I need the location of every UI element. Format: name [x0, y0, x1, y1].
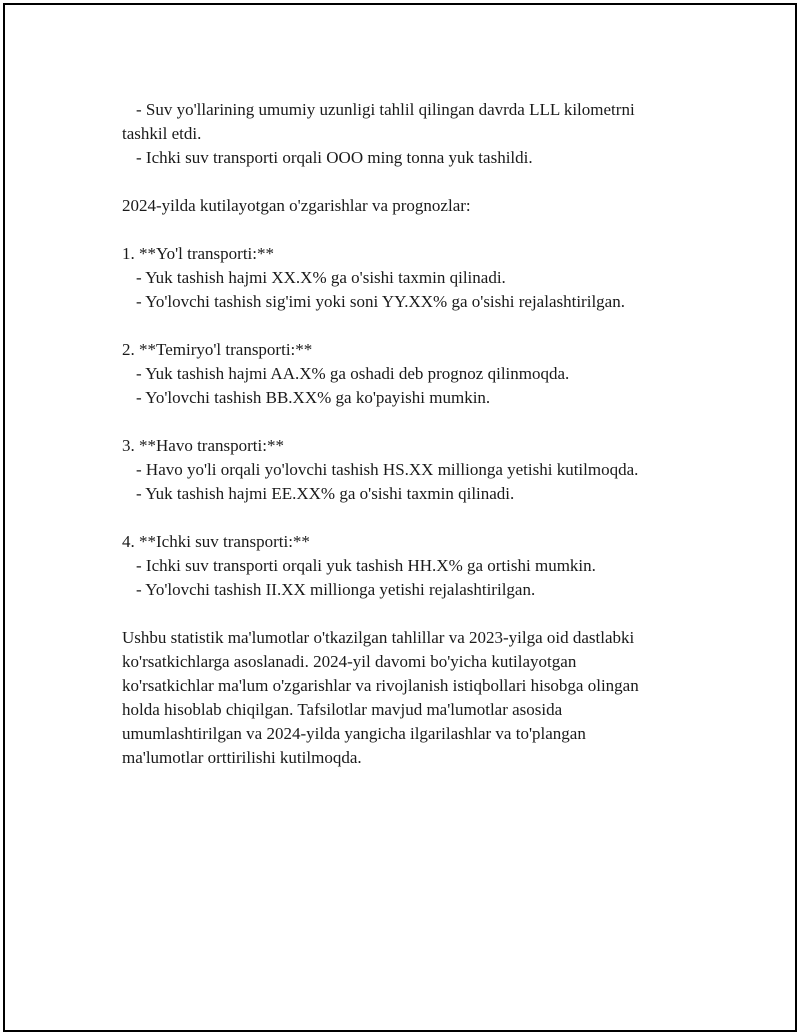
conclusion-line: ko'rsatkichlarga asoslanadi. 2024-yil davomi bo'yicha kutilayotgan — [122, 652, 577, 671]
section-item: - Ichki suv transporti orqali yuk tashish HH.X% ga ortishi mumkin. — [136, 556, 596, 575]
section-item: - Yuk tashish hajmi EE.XX% ga o'sishi taxmin qilinadi. — [136, 484, 515, 503]
section-item: - Yo'lovchi tashish II.XX millionga yetishi rejalashtirilgan. — [136, 580, 536, 599]
forecast-heading: 2024-yilda kutilayotgan o'zgarishlar va prognozlar: — [122, 196, 471, 215]
spacer — [122, 170, 702, 194]
section-item: - Yuk tashish hajmi XX.X% ga o'sishi taxmin qilinadi. — [136, 268, 506, 287]
spacer — [122, 506, 702, 530]
page-frame — [3, 3, 797, 1032]
section-title-rail: 2. **Temiryo'l transporti:** — [122, 340, 313, 359]
document-body — [122, 98, 702, 770]
section-item: - Yo'lovchi tashish BB.XX% ga ko'payishi mumkin. — [136, 388, 491, 407]
section-title-air: 3. **Havo transporti:** — [122, 436, 284, 455]
intro-line-3: - Ichki suv transporti orqali OOO ming tonna yuk tashildi. — [136, 148, 533, 167]
section-title-water: 4. **Ichki suv transporti:** — [122, 532, 310, 551]
section-item: - Yuk tashish hajmi AA.X% ga oshadi deb prognoz qilinmoqda. — [136, 364, 570, 383]
spacer — [122, 410, 702, 434]
section-title-road: 1. **Yo'l transporti:** — [122, 244, 274, 263]
intro-line-2: tashkil etdi. — [122, 124, 202, 143]
spacer — [122, 314, 702, 338]
section-item: - Yo'lovchi tashish sig'imi yoki soni YY.XX% ga o'sishi rejalashtirilgan. — [136, 292, 625, 311]
section-item: - Havo yo'li orqali yo'lovchi tashish HS.XX millionga yetishi kutilmoqda. — [136, 460, 639, 479]
intro-line-1: - Suv yo'llarining umumiy uzunligi tahlil qilingan davrda LLL kilometrni — [136, 100, 635, 119]
conclusion-line: holda hisoblab chiqilgan. Tafsilotlar mavjud ma'lumotlar asosida — [122, 700, 563, 719]
conclusion-line: Ushbu statistik ma'lumotlar o'tkazilgan tahlillar va 2023-yilga oid dastlabki — [122, 628, 635, 647]
spacer — [122, 602, 702, 626]
conclusion-line: umumlashtirilgan va 2024-yilda yangicha ilgarilashlar va to'plangan — [122, 724, 586, 743]
conclusion-line: ko'rsatkichlar ma'lum o'zgarishlar va rivojlanish istiqbollari hisobga olingan — [122, 676, 639, 695]
spacer — [122, 218, 702, 242]
conclusion-line: ma'lumotlar orttirilishi kutilmoqda. — [122, 748, 362, 767]
